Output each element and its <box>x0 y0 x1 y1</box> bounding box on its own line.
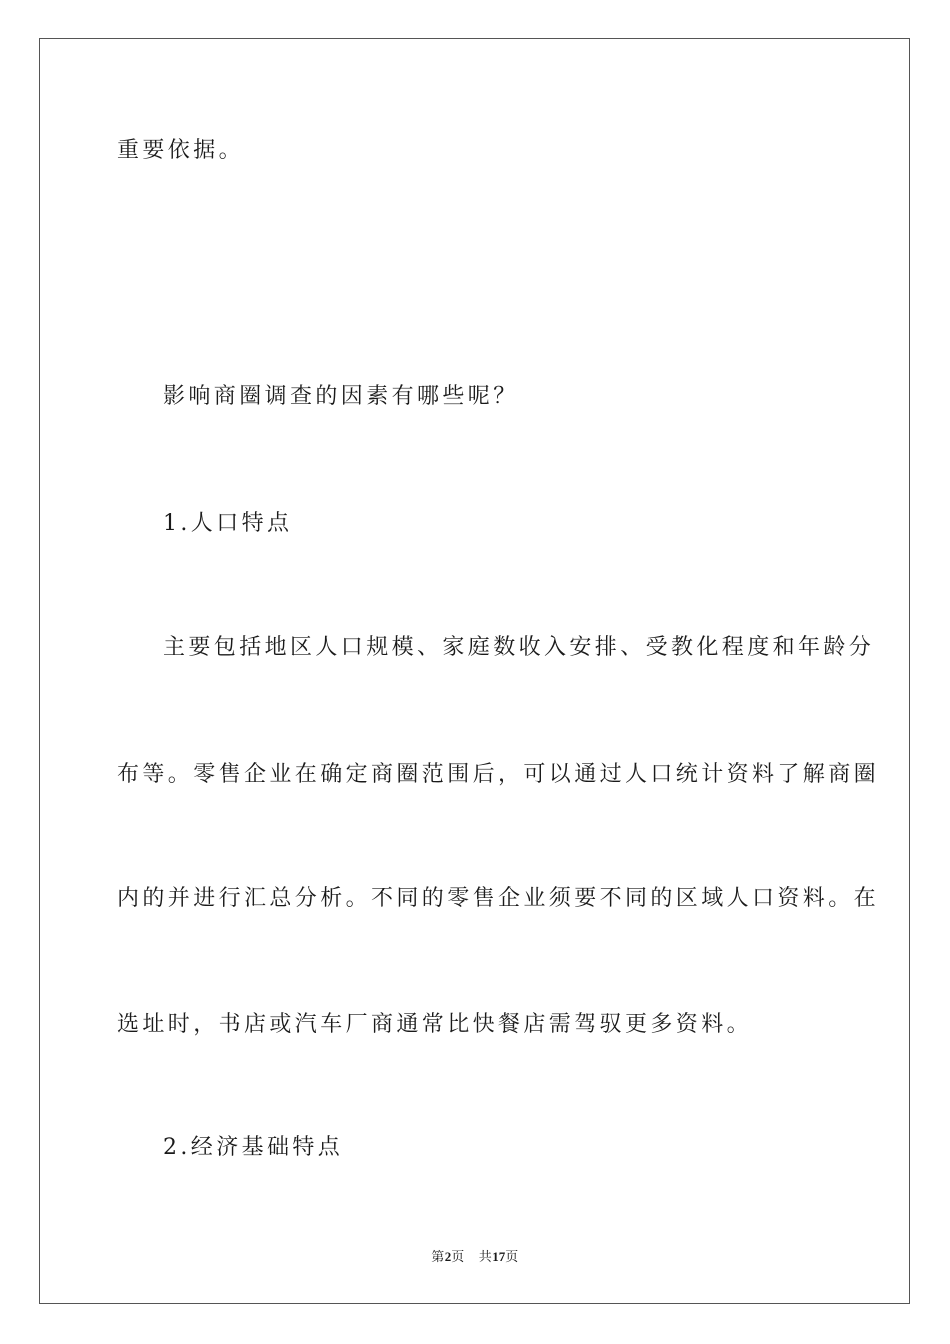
footer-page-suffix: 页 <box>451 1250 465 1265</box>
heading-economic: 2.经济基础特点 <box>163 1135 344 1160</box>
paragraph-line-2: 主要包括地区人口规模、家庭数收入安排、受教化程度和年龄分 <box>163 635 875 660</box>
footer-page-number: 2 <box>444 1249 452 1264</box>
paragraph-line-1: 重要依据。 <box>117 138 245 163</box>
paragraph-line-5: 选址时，书店或汽车厂商通常比快餐店需驾驭更多资料。 <box>117 1012 753 1037</box>
footer-page-prefix: 第 <box>431 1250 445 1265</box>
footer-total-prefix: 共 <box>478 1250 493 1265</box>
page-frame <box>39 38 910 1304</box>
footer-total-pages: 17 <box>492 1249 506 1264</box>
page-footer <box>0 1248 950 1267</box>
paragraph-line-3: 布等。零售企业在确定商圈范围后，可以通过人口统计资料了解商圈 <box>117 762 880 787</box>
paragraph-line-4: 内的并进行汇总分析。不同的零售企业须要不同的区域人口资料。在 <box>117 886 880 911</box>
section-question: 影响商圈调查的因素有哪些呢？ <box>163 384 519 409</box>
heading-population: 1.人口特点 <box>163 511 293 536</box>
footer-total-suffix: 页 <box>505 1250 519 1265</box>
